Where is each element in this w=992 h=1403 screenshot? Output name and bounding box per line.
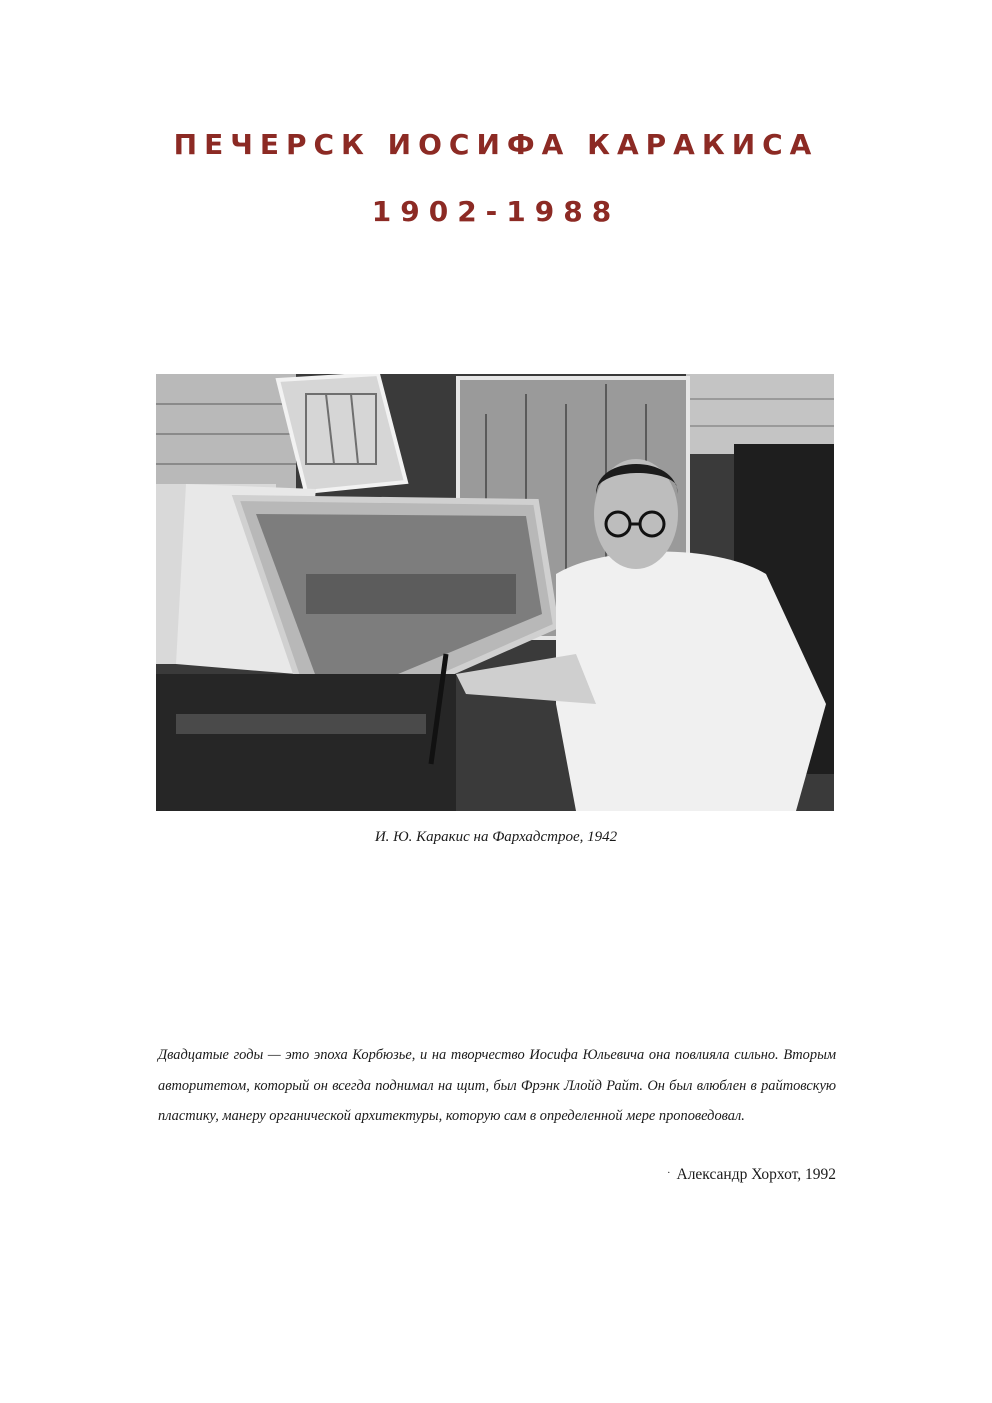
- attribution-text: Александр Хорхот, 1992: [676, 1166, 836, 1183]
- photo-caption: И. Ю. Каракис на Фархадстрое, 1942: [374, 829, 618, 845]
- quote-text: Двадцатые годы — это эпоха Корбюзье, и на творчество Иосифа Юльевича она повлияла сильно. Вторым авторитетом, который он всегда поднимал на щит, был Фрэнк Ллойд Райт. Он был влюблен в райтовскую пластику, манеру органической архитектуры, которую сам в определенной мере проповедовал.: [158, 1047, 836, 1124]
- bullet-dot-icon: ·: [667, 1168, 671, 1179]
- life-years: 1902-1988: [371, 195, 621, 228]
- portrait-photo: [156, 374, 834, 811]
- page-title: ПЕЧЕРСК ИОСИФА КАРАКИСА: [173, 128, 819, 161]
- quote-attribution: [667, 1166, 836, 1184]
